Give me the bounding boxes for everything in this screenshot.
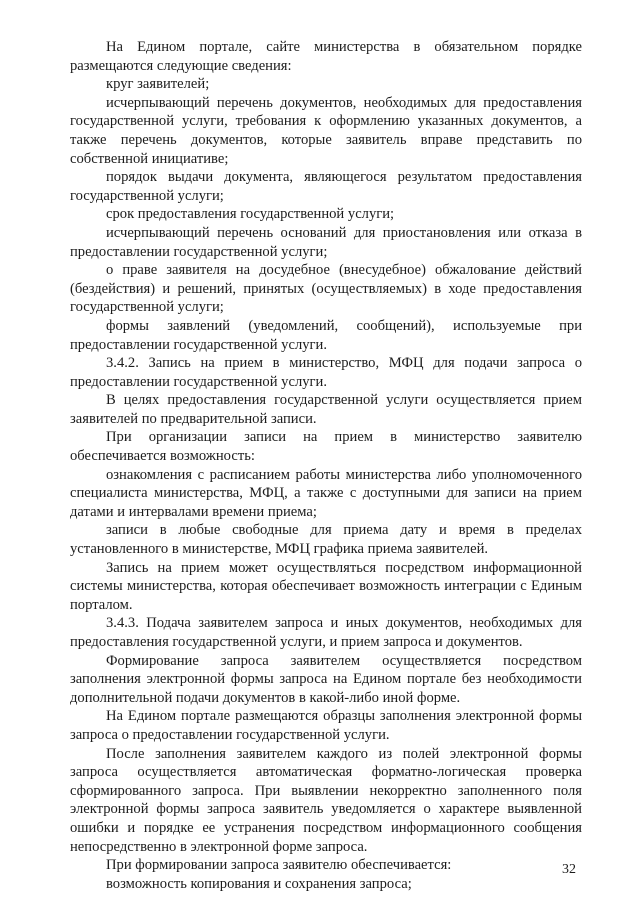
paragraph: В целях предоставления государственной услуги осуществляется прием заявителей по предварительной записи. [70, 392, 582, 427]
document-body [70, 38, 582, 893]
paragraph: исчерпывающий перечень оснований для приостановления или отказа в предоставлении государственной услуги; [70, 224, 582, 260]
paragraph: записи в любые свободные для приема дату и время в пределах установленного в министерстве, МФЦ графика приема заявителей. [70, 522, 582, 558]
paragraph: срок предоставления государственной услуги; [106, 206, 395, 223]
paragraph: При организации записи на прием в министерство заявителю обеспечивается возможность: [70, 429, 582, 465]
paragraph: После заполнения заявителем каждого из полей электронной формы запроса осуществляется автоматическая форматно-логическая проверка сформированного запроса. При выявлении некорректно заполненного поля электронной формы запроса заявитель уведомляется о характере выявленной ошибки и порядке ее устранения посредством информационного сообщения непосредственно в электронной форме запроса. [70, 745, 582, 855]
paragraph: возможность копирования и сохранения запроса; [106, 875, 412, 892]
section-heading-3-4-2: 3.4.2. Запись на прием в министерство, МФЦ для подачи запроса о предоставлении государственной услуги. [70, 355, 582, 390]
paragraph: На Едином портале размещаются образцы заполнения электронной формы запроса о предоставлении государственной услуги. [70, 708, 582, 743]
paragraph: Формирование запроса заявителем осуществляется посредством заполнения электронной формы запроса на Едином портале без необходимости дополнительной подачи документов в какой-либо иной форме. [70, 652, 582, 706]
paragraph: порядок выдачи документа, являющегося результатом предоставления государственной услуги; [70, 169, 582, 204]
paragraph: исчерпывающий перечень документов, необходимых для предоставления государственной услуги, требования к оформлению указанных документов, а также перечень документов, которые заявитель вправе представить по собственной инициативе; [70, 94, 582, 167]
paragraph: круг заявителей; [106, 76, 210, 93]
paragraph: формы заявлений (уведомлений, сообщений), используемые при предоставлении государственной услуги. [70, 317, 582, 353]
page-number: 32 [562, 862, 576, 877]
paragraph: о праве заявителя на досудебное (внесудебное) обжалование действий (бездействия) и решений, принятых (осуществляемых) в ходе предоставления государственной услуги; [70, 262, 582, 316]
paragraph: Запись на прием может осуществляться посредством информационной системы министерства, которая обеспечивает возможность интеграции с Единым порталом. [70, 559, 582, 613]
paragraph: На Едином портале, сайте министерства в обязательном порядке размещаются следующие сведения: [70, 39, 582, 74]
section-heading-3-4-3: 3.4.3. Подача заявителем запроса и иных документов, необходимых для предоставления государственной услуги, и прием запроса и документов. [70, 615, 582, 650]
paragraph: При формировании запроса заявителю обеспечивается: [106, 857, 452, 874]
paragraph: ознакомления с расписанием работы министерства либо уполномоченного специалиста министерства, МФЦ, а также с доступными для записи на прием датами и интервалами времени приема; [70, 466, 582, 520]
